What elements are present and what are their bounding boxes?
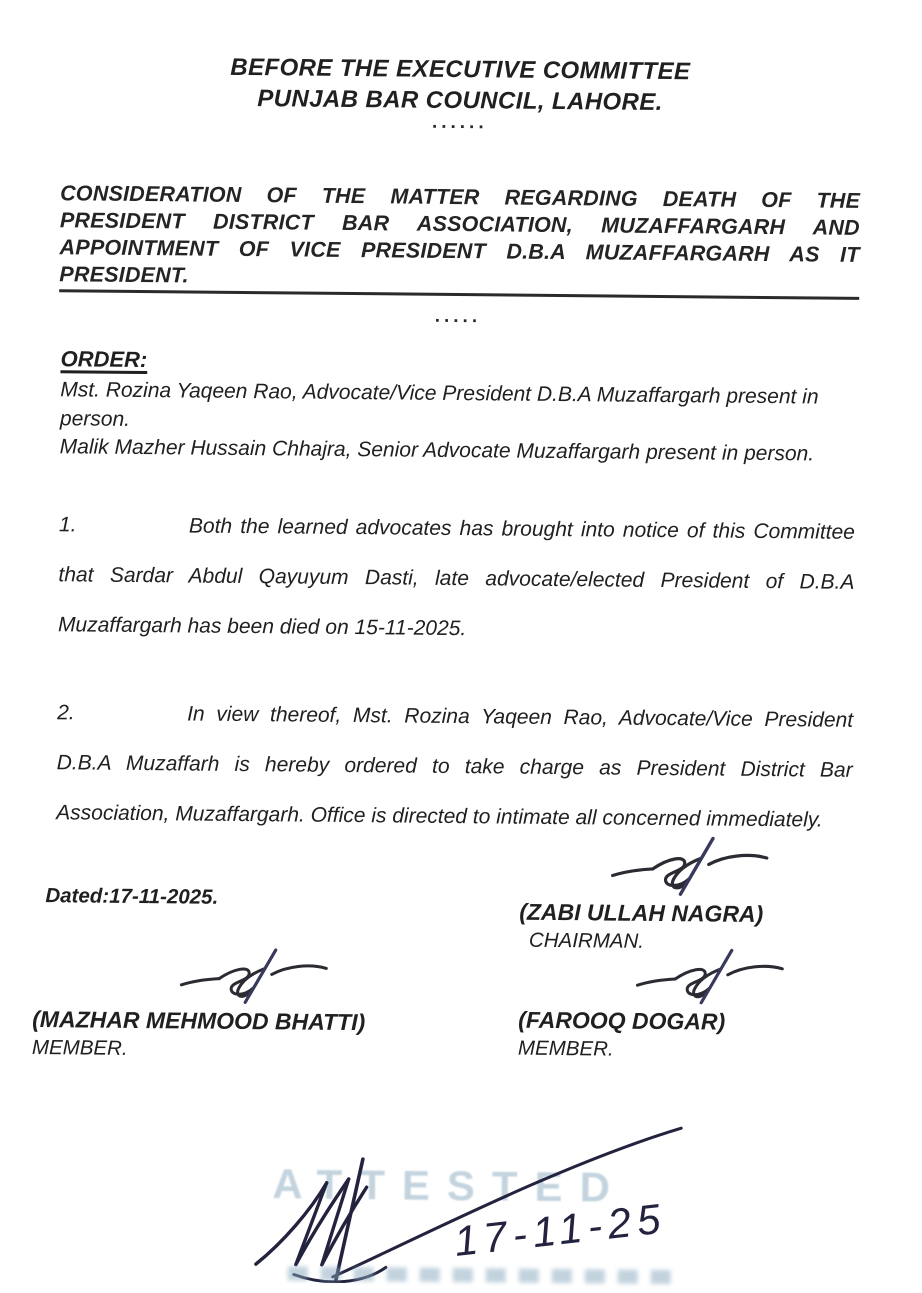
order-paragraph-2: [56, 688, 853, 846]
appearance-line: Malik Mazher Hussain Chhajra, Senior Advocate Muzaffargarh present in person.: [59, 435, 815, 466]
chairman-name: (ZABI ULLAH NAGRA): [519, 898, 764, 927]
member-signature-block-right: [518, 945, 839, 1064]
paragraph-text: Both the learned advocates has brought into notice of this Committee that Sardar Abdul Qayuyum Dasti, late advocate/elected President of D.B.A Muzaffargarh has been died on 15-11-2025.: [57, 513, 856, 640]
subject-line-underlined: PRESIDENT.: [59, 261, 859, 300]
header-line-1: BEFORE THE EXECUTIVE COMMITTEE: [230, 53, 691, 86]
paragraph-number: 2.: [57, 700, 75, 724]
attesting-officer-signature: [238, 1114, 700, 1291]
paragraph-text: In view thereof, Mst. Rozina Yaqeen Rao, Advocate/Vice President D.B.A Muzaffarh is hereby ordered to take charge as President District Bar Association, Muzaffargarh. Office is directed to intimate all concerned immediately.: [56, 701, 854, 832]
member-signature-block-left: [32, 944, 383, 1063]
header-separator-dots: ......: [431, 111, 488, 134]
sd-signature-icon: [543, 833, 844, 902]
chairman-title: CHAIRMAN.: [528, 928, 645, 953]
sd-signature-icon: [132, 945, 383, 1009]
order-paragraph-1: [58, 500, 855, 658]
order-heading: ORDER:: [60, 346, 148, 373]
subject-line: APPOINTMENT OF VICE PRESIDENT D.B.A MUZAFFARGARH AS IT: [59, 235, 860, 267]
chairman-signature-block: [519, 833, 844, 956]
order-section: [60, 346, 859, 469]
dated-line: Dated:17-11-2025.: [45, 884, 219, 909]
subject-line: CONSIDERATION OF THE MATTER REGARDING DEATH OF THE: [60, 181, 861, 213]
attested-stamp: ATTESTED: [272, 1160, 628, 1211]
mid-separator-dots: .....: [434, 305, 482, 328]
handwritten-date: 17-11-25: [451, 1194, 669, 1265]
member-title: MEMBER.: [31, 1035, 128, 1060]
header-line-2: PUNJAB BAR COUNCIL, LAHORE.: [257, 85, 663, 116]
member-name: (MAZHAR MEHMOOD BHATTI): [32, 1005, 366, 1036]
sd-signature-icon: [588, 945, 839, 1009]
document-header: [0, 50, 921, 121]
member-title: MEMBER.: [517, 1036, 614, 1061]
paragraph-number: 1.: [58, 512, 77, 536]
member-name: (FAROOQ DOGAR): [518, 1006, 726, 1035]
subject-block: [59, 180, 860, 300]
subject-line: PRESIDENT DISTRICT BAR ASSOCIATION, MUZAFFARGARH AND: [59, 208, 860, 240]
appearance-line: Mst. Rozina Yaqeen Rao, Advocate/Vice President D.B.A Muzaffargarh present in person.: [59, 378, 819, 431]
